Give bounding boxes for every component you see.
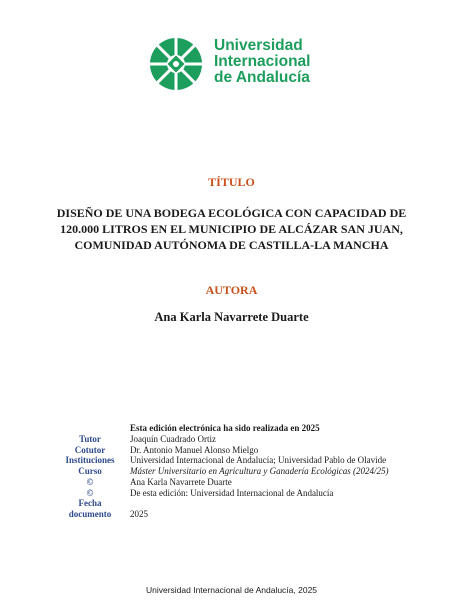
meta-value: Joaquín Cuadrado Ortiz [130,434,216,444]
meta-key: © [86,476,94,487]
meta-value: Dr. Antonio Manuel Alonso Mielgo [130,444,259,455]
logo-emblem-icon [148,36,204,92]
edition-note: Esta edición electrónica ha sido realizada en 2025 [130,423,320,433]
meta-row-instituciones [60,455,389,466]
logo-wordmark [214,38,310,86]
document-title [40,205,423,253]
author-name: Ana Karla Navarrete Duarte [154,310,309,324]
meta-key: Tutor [79,434,101,444]
meta-key: © [86,487,94,498]
meta-row-copyright-edition [60,488,389,499]
meta-key: Instituciones [65,455,115,466]
meta-row-tutor [60,434,389,445]
meta-row-documento [60,509,389,520]
title-line-2: 120.000 LITROS EN EL MUNICIPIO DE ALCÁZAR SAN JUAN, [60,222,403,236]
meta-value: Universidad Internacional de Andalucía; Universidad Pablo de Olavide [130,455,387,466]
meta-key: documento [68,508,112,519]
meta-value: De esta edición: Universidad Internacional de Andalucía [130,487,334,498]
meta-row-curso [60,466,389,477]
meta-value: 2025 [130,508,148,519]
meta-row-cotutor [60,445,389,456]
autora-label: AUTORA [205,283,258,297]
university-logo [148,36,318,94]
page-footer: Universidad Internacional de Andalucía, 2025 [145,585,318,595]
meta-key: Cotutor [74,444,106,455]
meta-value: Ana Karla Navarrete Duarte [130,476,232,487]
logo-line-1: Universidad [214,37,303,54]
meta-key: Fecha [78,498,102,509]
title-line-1: DISEÑO DE UNA BODEGA ECOLÓGICA CON CAPACIDAD DE [56,206,407,220]
meta-value: Máster Universitario en Agricultura y Ganadería Ecológicas (2024/25) [130,466,389,477]
logo-line-3: de Andalucía [214,69,310,86]
meta-value [120,498,130,509]
logo-line-2: Internacional [214,53,311,70]
meta-row-copyright-author [60,477,389,488]
title-line-3: COMUNIDAD AUTÓNOMA DE CASTILLA-LA MANCHA [74,238,389,252]
titulo-label: TÍTULO [208,175,255,189]
metadata-table [60,434,389,520]
meta-key: Curso [78,466,102,477]
meta-row-fecha [60,498,389,509]
